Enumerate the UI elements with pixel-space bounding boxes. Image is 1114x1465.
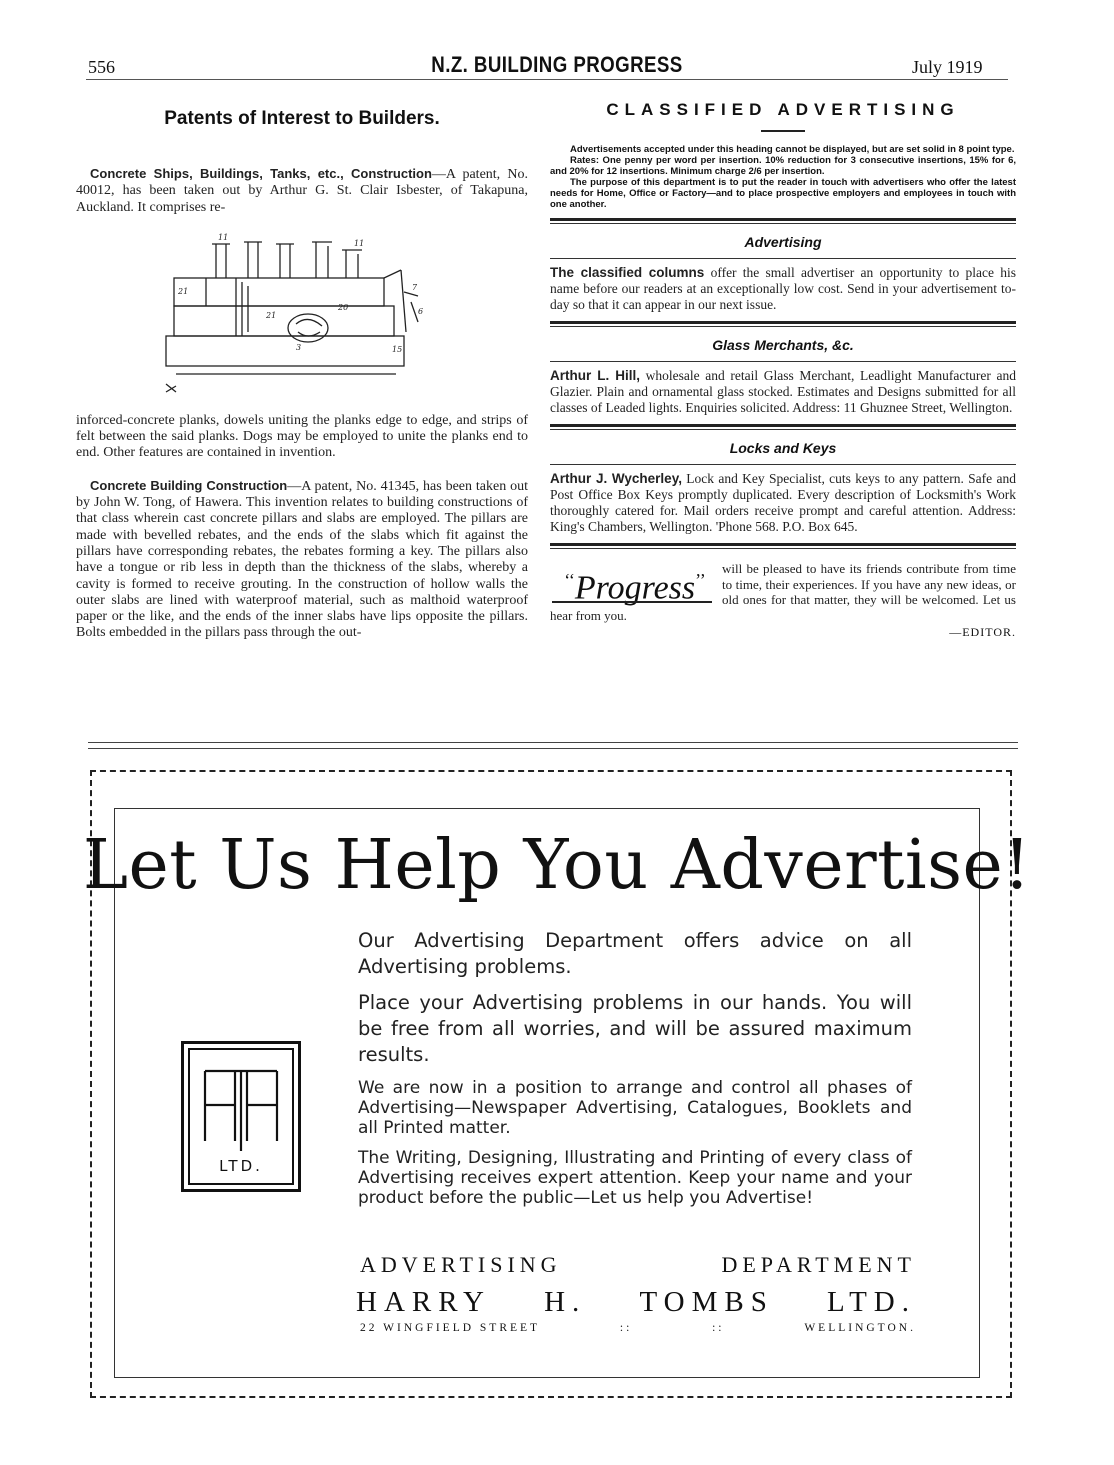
dept-word-1: ADVERTISING <box>360 1252 562 1277</box>
patent-item-2-text: —A patent, No. 41345, has been taken out by John W. Tong, of Hawera. This invention relates to building constructions of that class wherein cast concrete pillars and slabs are employed. The pillars are made with bevelled rebates, and the ends of the slabs which fit against the pillars have corresponding rebates, the rebates forming a key. The pillars also have a tongue or rib less in depth than the thickness of the slabs, whereby a cavity is formed to receive grouting. In the construction of hollow walls the outer slabs are lined with waterproof material, such as malthoid waterproof paper or the like, and the ends of the inner slabs have lips opposite the pillars. Bolts embedded in the pillars pass through the out- <box>76 478 528 641</box>
section-rule <box>550 218 1016 221</box>
section-rule <box>550 548 1016 549</box>
advert-paragraph-1: Our Advertising Department offers advice on all Advertising problems. <box>358 929 912 978</box>
section-heading-advertising: Advertising <box>744 234 822 250</box>
hth-logo <box>181 1041 301 1192</box>
section-rule <box>550 321 1016 324</box>
patent-item-2 <box>76 478 528 642</box>
progress-logo-word: ‘‘Progress’’ <box>564 569 706 607</box>
editor-signature: —EDITOR. <box>949 625 1016 639</box>
entry-lead: Arthur J. Wycherley, <box>550 471 682 486</box>
publication-title: N.Z. BUILDING PROGRESS <box>431 52 683 77</box>
section-divider <box>88 742 1018 749</box>
page-number: 556 <box>88 57 115 77</box>
patents-heading: Patents of Interest to Builders. <box>164 108 440 129</box>
svg-text:11: 11 <box>354 238 365 248</box>
company-word-3: TOMBS <box>639 1286 774 1318</box>
logo-text: LTD. <box>219 1157 263 1175</box>
svg-text:3: 3 <box>296 342 302 352</box>
section-rule <box>550 464 1016 465</box>
section-rule <box>550 326 1016 327</box>
dept-word-2: DEPARTMENT <box>721 1252 916 1277</box>
company-word-1: HARRY <box>356 1286 491 1318</box>
entry-lead: The classified columns <box>550 265 705 280</box>
address-line <box>360 1322 916 1334</box>
classified-heading: CLASSIFIED ADVERTISING <box>606 100 960 119</box>
issue-date: July 1919 <box>912 57 983 77</box>
svg-text:7: 7 <box>412 282 418 292</box>
section-rule <box>550 424 1016 427</box>
advert-paragraph-3: We are now in a position to arrange and control all phases of Advertising—Newspaper Advertising, Catalogues, Booklets and all Printed matter. <box>358 1078 912 1138</box>
address-street: 22 WINGFIELD STREET <box>360 1322 541 1334</box>
patent-item-1-intro <box>76 166 528 216</box>
classified-intro-2: Rates: One penny per word per insertion. 10% reduction for 3 consecutive insertions, 15% for 6, and 20% for 12 insertions. Minimum charge 2/6 per insertion. <box>550 155 1016 177</box>
patent-item-2-lead: Concrete Building Construction <box>90 477 288 493</box>
section-rule <box>550 543 1016 546</box>
company-name-line <box>356 1286 916 1319</box>
classified-column <box>550 100 1016 640</box>
section-rule <box>550 429 1016 430</box>
classified-intro-1: Advertisements accepted under this heading cannot be displayed, but are set solid in 8 point type. <box>570 144 1015 155</box>
patent-item-1-continued: inforced-concrete planks, dowels uniting the planks edge to edge, and strips of felt between the said planks. Dogs may be employed to unite the planks end to end. Other features are contained in invention. <box>76 412 528 461</box>
entry-text: Lock and Key Specialist, cuts keys to any pattern. Safe and Post Office Box Keys promptly duplicated. Every description of Locksmith's Work thoroughly catered for. Mail orders receive prompt and careful attention. Address: King's Chambers, Wellington. 'Phone 568. P.O. Box 645. <box>550 471 1016 534</box>
patent-item-1-lead: Concrete Ships, Buildings, Tanks, etc., Construction <box>90 166 432 181</box>
classified-intro-3: The purpose of this department is to put the reader in touch with advertisers who offer the latest needs for Home, Office or Factory—and to place prospective employers and employees in touch with one another. <box>550 177 1016 210</box>
svg-text:6: 6 <box>418 306 424 316</box>
section-rule <box>550 223 1016 224</box>
progress-text: will be pleased to have its friends contribute from time to time, their experiences. If you have any new ideas, or old ones for that matter, they will be welcomed. Let us hear from you. <box>550 561 1016 623</box>
advert-paragraph-2: Place your Advertising problems in our hands. You will be free from all worries, and will be assured maximum results. <box>358 991 912 1066</box>
svg-text:21: 21 <box>178 286 189 296</box>
svg-text:20: 20 <box>338 302 349 312</box>
progress-rule <box>552 601 712 603</box>
advert-title: Let Us Help You Advertise! <box>82 826 1032 905</box>
company-word-4: LTD. <box>827 1286 916 1318</box>
section-rule <box>550 258 1016 259</box>
progress-word-text: Progress <box>574 569 696 607</box>
address-city: WELLINGTON. <box>804 1322 916 1334</box>
patent-drawing-figure <box>156 232 516 402</box>
patents-column <box>76 100 528 642</box>
address-sep-2: :: <box>712 1322 725 1334</box>
address-sep-1: :: <box>619 1322 633 1334</box>
heading-rule <box>761 130 805 132</box>
advert-body <box>358 928 912 1218</box>
section-rule <box>550 361 1016 362</box>
entry-lead: Arthur L. Hill, <box>550 368 640 383</box>
classified-entry-locks <box>550 471 1016 535</box>
entry-text: offer the small advertiser an opportunity to place his name before our readers at an exceptionally low cost. Send in your advertisement to-day so that it can appear in our next issue. <box>550 265 1017 312</box>
svg-text:21: 21 <box>266 310 277 320</box>
section-heading-glass: Glass Merchants, &c. <box>712 337 854 353</box>
progress-notice <box>550 561 1016 640</box>
svg-text:11: 11 <box>218 232 229 242</box>
svg-text:15: 15 <box>392 344 403 354</box>
section-heading-locks: Locks and Keys <box>729 440 837 456</box>
header-rule <box>86 79 1008 80</box>
entry-text: wholesale and retail Glass Merchant, Leadlight Manufacturer and Glazier. Plain and ornamental glass stocked. Estimates and Designs submitted for all classes of Leaded lights. Enquiries solicited. Address: 11 Ghuznee Street, Wellington. <box>550 368 1016 415</box>
patent-item-1-text: —A patent, No. 40012, has been taken out by Arthur G. St. Clair Isbester, of Takapuna, Auckland. It comprises re- <box>76 167 529 215</box>
classified-entry-advertising <box>550 265 1016 313</box>
classified-entry-glass <box>550 368 1016 416</box>
advert-paragraph-4: The Writing, Designing, Illustrating and Printing of every class of Advertising receives expert attention. Keep your name and your product before the public—Let us help you Advertise! <box>358 1148 912 1208</box>
company-word-2: H. <box>544 1286 587 1318</box>
advertising-department-line <box>360 1252 916 1278</box>
